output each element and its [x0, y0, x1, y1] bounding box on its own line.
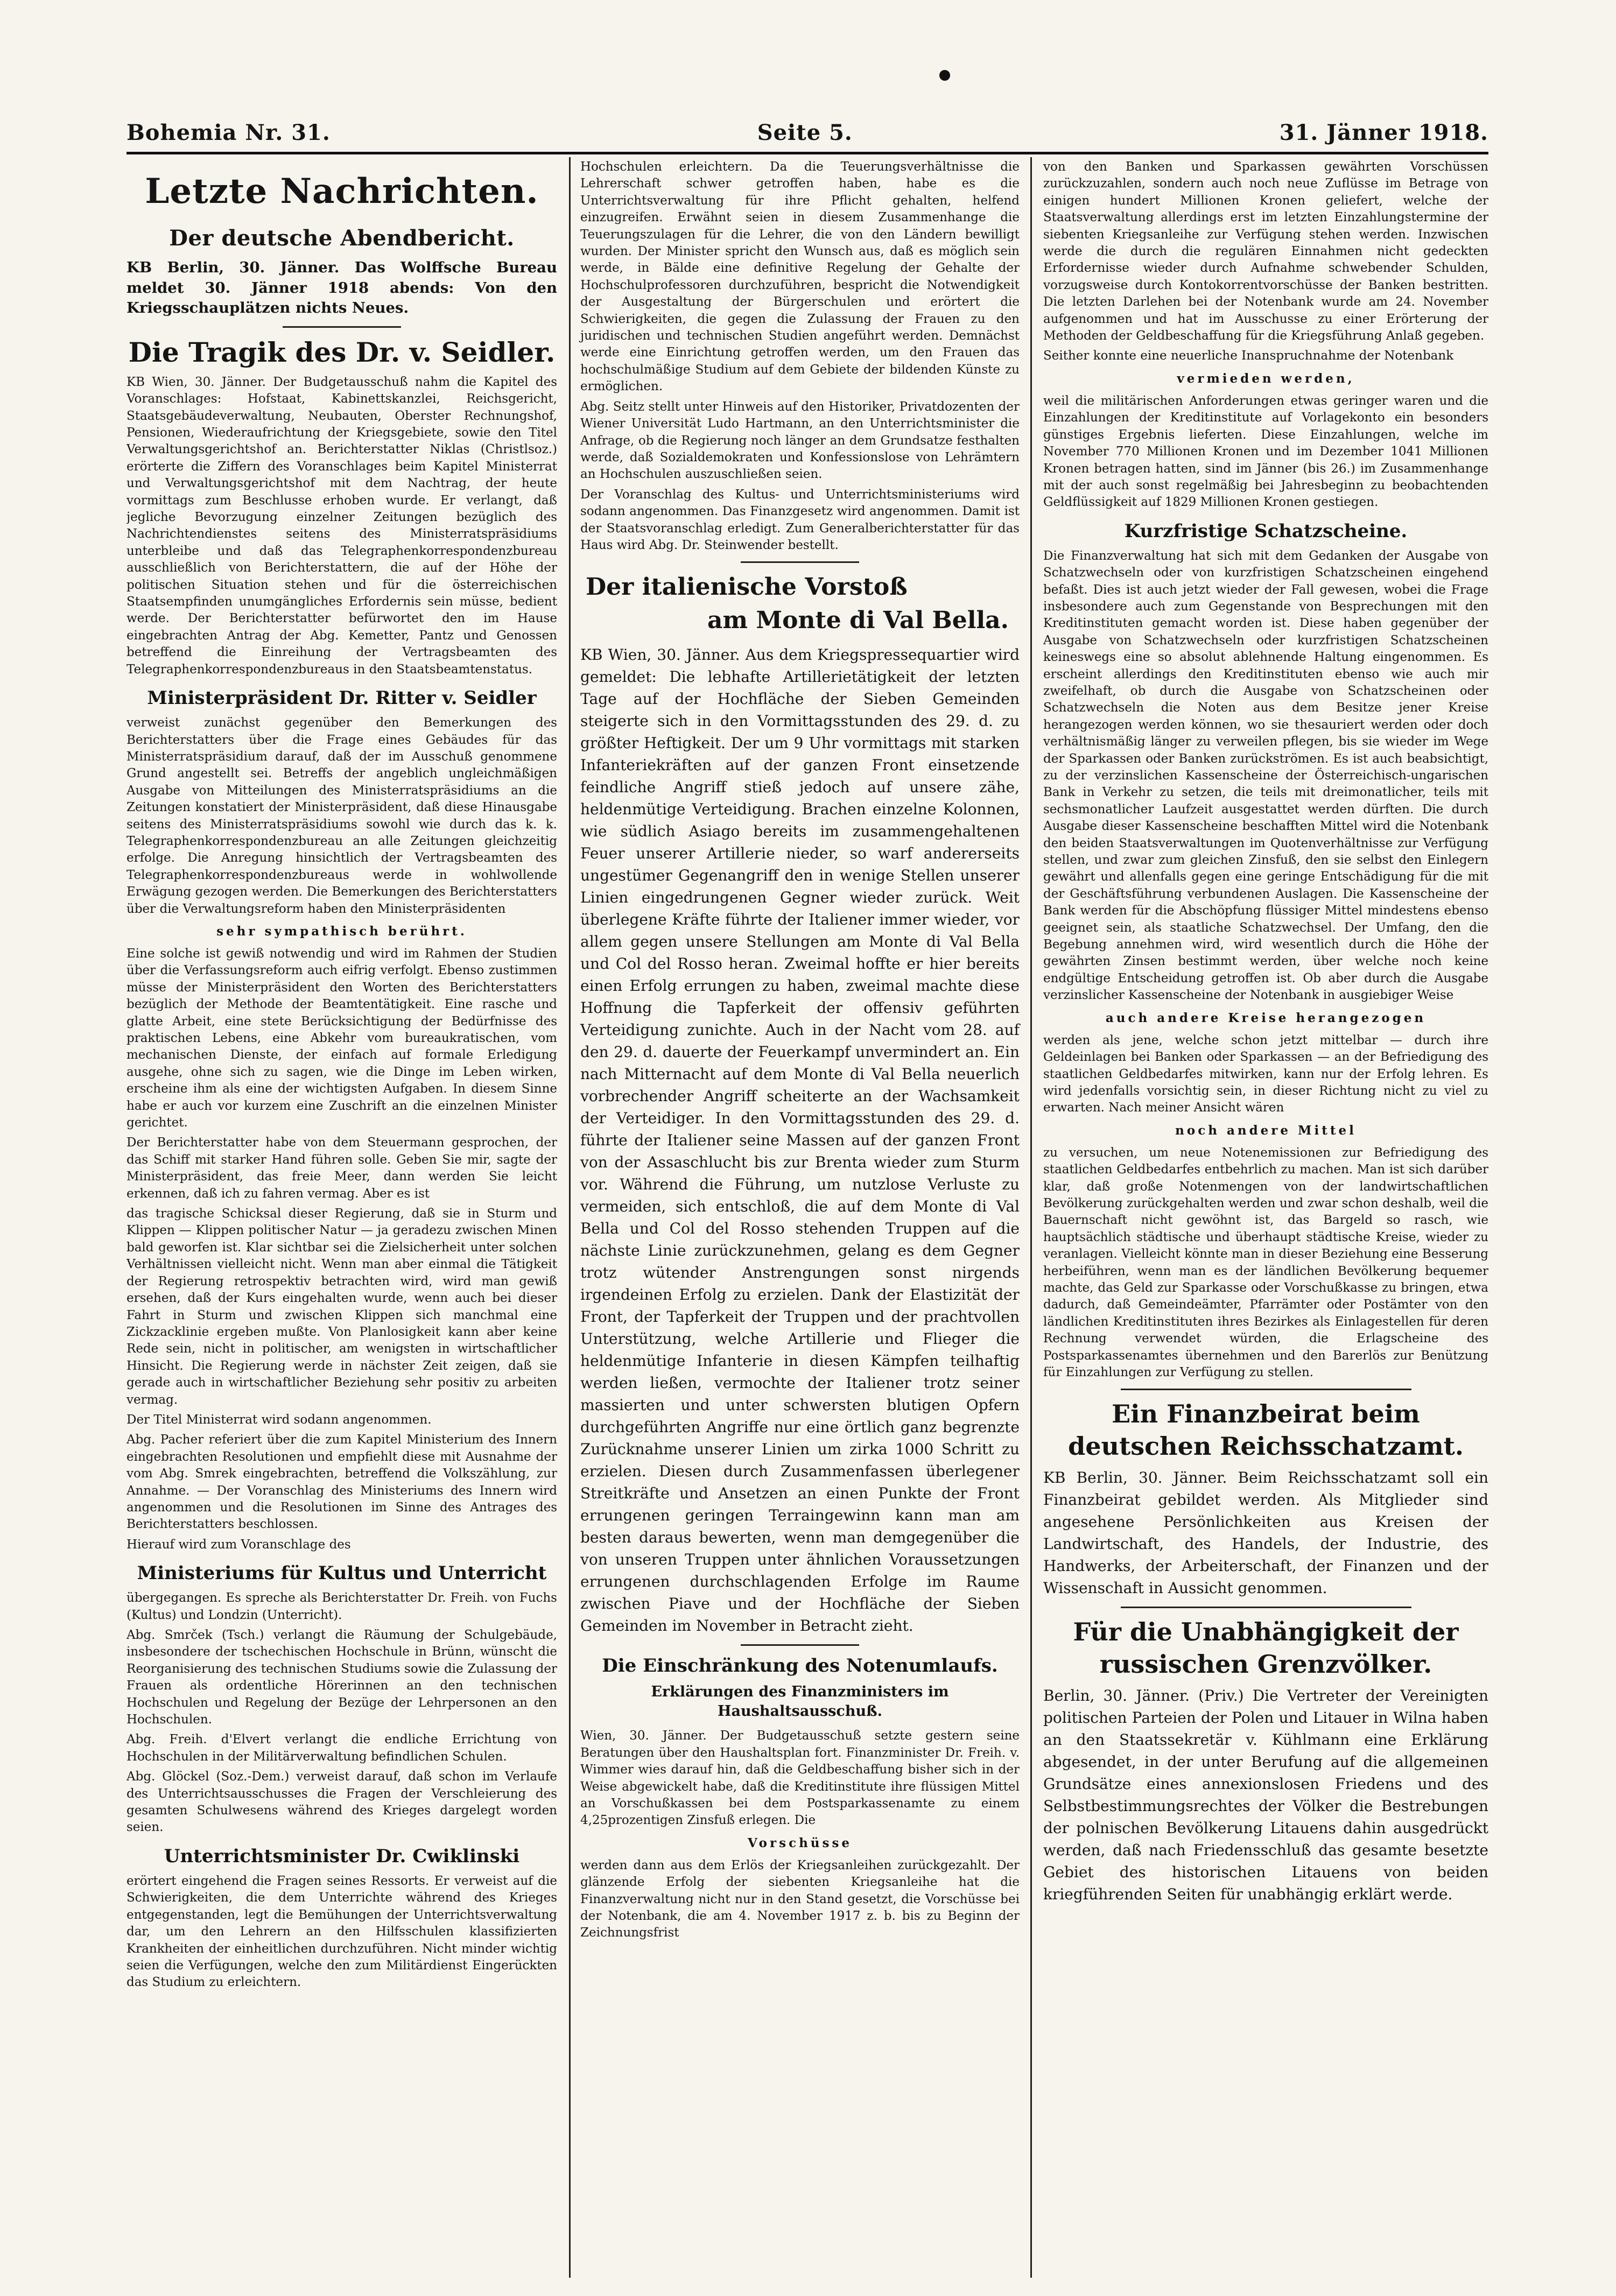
title-line-2: am Monte di Val Bella. [707, 607, 1009, 635]
article-subtitle: Erklärungen des Finanzministers im Haushaltsausschuß. [651, 1684, 949, 1720]
paragraph: Der Berichterstatter habe von dem Steuermann gesprochen, der das Schiff mit starker Hand führen solle. Geben Sie mir, sagte der Ministerpräsident, das freie Meer, dann werden Sie leicht erkennen, daß ich zu fahren vermag. Aber es ist [127, 1136, 557, 1201]
paragraph: Abg. Glöckel (Soz.-Dem.) verweist darauf, daß schon im Verlaufe des Unterrichtsausschusses die Fragen der Verschleierung des gesamten Schulwesens während des Krieges dargelegt worden seien. [127, 1770, 557, 1835]
subheading: Kurzfristige Schatzscheine. [1124, 520, 1408, 542]
article-cwiklinski [127, 1844, 557, 1991]
article-title: Die Einschränkung des Notenumlaufs. [602, 1655, 998, 1677]
column-3 [1038, 159, 1488, 2274]
paragraph: erörtert eingehend die Fragen seines Ressorts. Er verweist auf die Schwierigkeiten, die dem Unterrichte während des Krieges entgegenstanden, legt die Bemühungen der Unterrichtsverwaltung dar, um den Lehrern an den Hilfsschulen klassifizierten Krankheiten der einheitlichen durchzuführen. Nicht minder wichtig seien die Verfügungen, welche den zum Militärdienst Eingerückten das Studium zu erleichtern. [127, 1874, 557, 1990]
paragraph: das tragische Schicksal dieser Regierung, daß sie in Sturm und Klippen — Klippen politischer Natur — ja geradezu zwischen Minen bald geworfen ist. Klar sichtbar sei die Zielsicherheit unter solchen Verhältnissen vielleicht nicht. Wenn man aber einmal die Tätigkeit der Regierung retrospektiv betrachten wird, wird man gewiß ersehen, daß der Kurs eingehalten wurde, wenn auch bei dieser Fahrt in Sturm und zwischen Klippen sich manchmal eine Zickzacklinie ergeben mußte. Von Planlosigkeit kann aber keine Rede sein, nicht in politischer, am wenigsten in wirtschaftlicher Hinsicht. Die Regierung werde in nächster Zeit zeigen, daß sie gerade auch in wirtschaftlicher Beziehung sehr positiv zu arbeiten vermag. [127, 1207, 557, 1407]
section-title: Letzte Nachrichten. [145, 171, 539, 212]
separator [741, 561, 859, 563]
article-title [580, 571, 1020, 637]
article-text: KB Wien, 30. Jänner. Aus dem Kriegspressequartier wird gemeldet: Die lebhafte Artillerietätigkeit der letzten Tage auf der Hochfläche der Sieben Gemeinden steigerte sich in den Vormittagsstunden des 29. d. zu größter Heftigkeit. Der um 9 Uhr vormittags mit starken Infanteriekräften auf der ganzen Front einsetzende feindliche Angriff stieß jedoch auf unsere zähe, heldenmütige Verteidigung. Brachen einzelne Kolonnen, wie südlich Asiago bereits im zusammengehaltenen Feuer unserer Artillerie nieder, so warf andererseits ungestümer Gegenangriff den in wenige Stellen unserer Linien eingedrungenen Gegner wieder zurück. Weit überlegene Kräfte führte der Italiener immer wieder, vor allem gegen unsere Stellungen am Monte di Val Bella und Col del Rosso heran. Zweimal hoffte er hier bereits einen Erfolg errungen zu haben, zweimal machte diese Hoffnung die Tapferkeit der offensiv geführten Verteidigung zunichte. Auch in der Nacht vom 28. auf den 29. d. dauerte der Feuerkampf unvermindert an. Ein nach Mitternacht auf dem Monte di Val Bella neuerlich vorbrechender Angriff scheiterte an der Wachsamkeit der Verteidiger. In den Vormittagsstunden des 29. d. führte der Italiener seine Massen auf der ganzen Front von der Assaschlucht bis zur Brenta wieder zum Sturm vor. Während die Führung, um nutzlose Verluste zu vermeiden, sich entschloß, die auf dem Monte di Val Bella und Col del Rosso stehenden Truppen auf die nächste Linie zurückzunehmen, gelang es dem Gegner trotz wütender Anstrengungen sonst nirgends irgendeinen Erfolg zu erzielen. Dank der Elastizität der Front, der Tapferkeit der Truppen und der prachtvollen Unterstützung, welche Artillerie und Flieger die heldenmütige Infanterie in diesen Kämpfen teilhaftig werden ließen, vermochte der Italiener trotz seiner massierten und unter schwersten blutigen Opfern durchgeführten Angriffe nur eine örtlich ganz begrenzte Zurücknahme unserer Linien um zirka 1000 Schritt zu erzielen. Diesen durch Zusammenfassen überlegener Streitkräfte und Ansetzen an einen Punkte der Front errungenen geringen Terraingewinn kann man am besten daraus bewerten, wenn man demgegenüber die von unseren Truppen unter ähnlichen Voraussetzungen errungenen durchschlagenden Erfolge im Raume zwischen Piave und der Hochfläche der Sieben Gemeinden im November in Betracht zieht. [580, 646, 1020, 1635]
article-kultus-unterricht [127, 1561, 557, 1836]
article-ministerpraesident [127, 686, 557, 1553]
header-page-number: Seite 5. [757, 120, 853, 145]
paragraph: Abg. Smrček (Tsch.) verlangt die Räumung der Schulgebäude, insbesondere der tschechischen Hochschule in Brünn, wünscht die Reorganisierung des technischen Studiums sowie die Zulassung der Frauen als ordentliche Hörerinnen an den technischen Hochschulen und Regelung der Bezüge der Lehrpersonen an den Hochschulen. [127, 1628, 557, 1727]
paragraph: Abg. Seitz stellt unter Hinweis auf den Historiker, Privatdozenten der Wiener Universität Ludo Hartmann, an den Unterrichtsminister die Anfrage, ob die Regierung noch länger an dem Grundsatze festhalten werde, daß Sozialdemokraten und Konfessionslose von Lehrämtern an Hochschulen auszuschließen seien. [580, 399, 1020, 482]
ink-dot [939, 70, 950, 81]
subheading: Ministeriums für Kultus und Unterricht [137, 1562, 547, 1584]
spaced-emphasis: auch andere Kreise herangezogen [1105, 1010, 1427, 1025]
article-title: Die Tragik des Dr. v. Seidler. [128, 336, 556, 368]
paragraph: von den Banken und Sparkassen gewährten Vorschüssen zurückzuzahlen, sondern auch noch neue Zuflüsse im Betrage von einigen hundert Millionen Kronen geliefert, welche der Staatsverwaltung allerdings erst im letzten Einzahlungstermine der siebenten Kriegsanleihe zur Verfügung stehen werden. Inzwischen werde die durch die regulären Einnahmen nicht gedeckten Erfordernisse wieder durch Aufnahme schwebender Schulden, vorzugsweise durch Kontokorrentvorschüsse der Banken bestritten. Die letzten Darlehen bei der Notenbank wurde am 24. November aufgenommen und hat im Ausschusse zu einer Erörterung der Methoden der Geldbeschaffung für die Kriegsführung Anlaß gegeben. [1043, 160, 1488, 343]
article-tragik-seidler [127, 335, 557, 678]
paragraph: Abg. Freih. d'Elvert verlangt die endliche Errichtung von Hochschulen in der Militärverwaltung befindlichen Schulen. [127, 1732, 557, 1764]
article-italienischer-vorstoss [580, 571, 1020, 1637]
paragraph: Seither konnte eine neuerliche Inanspruchnahme der Notenbank [1043, 349, 1454, 363]
separator [283, 326, 401, 328]
paragraph: Die Finanzverwaltung hat sich mit dem Gedanken der Ausgabe von Schatzwechseln oder von kurzfristigen Schatzscheinen eingehend befaßt. Dies ist auch jetzt wieder der Fall gewesen, wobei die Frage insbesondere auch zum Gegenstande von Besprechungen mit den Kreditinstituten gemacht worden ist. Diese haben gegenüber der Ausgabe von Schatzwechseln oder kurzfristigen Schatzscheinen keineswegs eine so absolut ablehnende Haltung eingenommen. Es erscheint allerdings den Kreditinstituten ebenso wie auch mir zweifelhaft, ob durch die Ausgabe von Schatzscheinen oder Schatzwechseln die Noten aus dem Besitze jener Kreise herangezogen werden können, wo sie thesauriert werden oder doch verhältnismäßig länger zu verweilen pflegen, bis sie wieder im Wege der Sparkassen oder Banken zurückströmen. Es ist auch beabsichtigt, zu der verzinslichen Kassenscheine der Österreichisch-ungarischen Bank in Verkehr zu setzen, die teils mit dreimonatlicher, teils mit sechsmonatlicher Laufzeit ausgestattet werden dürften. Die durch Ausgabe dieser Kassenscheine beschafften Mittel wird die Notenbank den beiden Staatsverwaltungen im Quotenverhältnisse zur Verfügung stellen, und zwar zum gleichen Zinsfuß, den sie selbst den Einlegern gewährt und allenfalls gegen eine geringe Entschädigung für die mit der Geschäftsführung verbundenen Auslagen. Die Kassenscheine der Bank werden für die Abschöpfung flüssiger Mittel mindestens ebenso geeignet sein, als staatliche Schatzwechsel. Der Umfang, den die Begebung annehmen wird, wird wesentlich durch die Höhe der gewährten Zinsen bestimmt werden, über welche noch keine endgültige Entscheidung getroffen ist. Ob aber durch die Ausgabe verzinslicher Kassenscheine der Notenbank in ausgiebiger Weise [1043, 548, 1488, 1003]
spaced-emphasis: vermieden werden, [1177, 371, 1355, 386]
separator [1121, 1607, 1411, 1608]
article-grenzvoelker [1043, 1616, 1488, 1905]
paragraph: Hochschulen erleichtern. Da die Teuerungsverhältnisse die Lehrerschaft schwer getroffen haben, habe es die Unterrichtsverwaltung für ihre Pflicht gehalten, helfend einzugreifen. Erwähnt seien in diesem Zusammenhange die Teuerungszulagen für die Lehrer, die von den Ländern bewilligt wurden. Der Minister spricht den Wunsch aus, daß es möglich sein werde, in Bälde eine definitive Regelung der Gehalte der Hochschulprofessoren durchzuführen, bespricht die Notwendigkeit der Ausgestaltung der Bürgerschulen und erörtert die Schwierigkeiten, die gegen die Zulassung der Frauen zu den juridischen und technischen Studien angeführt werden. Demnächst werde eine Einrichtung getroffen werden, um den Frauen das hochschulmäßige Studium auf dem Gebiete der bildenden Künste zu ermöglichen. [580, 160, 1020, 394]
article-text: KB Berlin, 30. Jänner. Beim Reichsschatzamt soll ein Finanzbeirat gebildet werden. Als Mitglieder sind angesehene Persönlichkeiten aus Kreisen der Landwirtschaft, des Handels, der Industrie, des Handwerks, der Arbeiterschaft, der Finanzen und der Wissenschaft in Aussicht genommen. [1043, 1469, 1488, 1597]
title-line-1: Der italienische Vorstoß [586, 573, 908, 601]
article-title: Ein Finanzbeirat beim deutschen Reichsschatzamt. [1068, 1399, 1464, 1461]
paragraph: werden dann aus dem Erlös der Kriegsanleihen zurückgezahlt. Der glänzende Erfolg der siebenten Kriegsanleihe hat die Finanzverwaltung nicht nur in den Stand gesetzt, die Vorschüsse bei der Notenbank, die am 4. November 1917 z. b. bis zu Beginn der Zeichnungsfrist [580, 1858, 1020, 1940]
article-finanzbeirat [1043, 1398, 1488, 1599]
spaced-emphasis: Vorschüsse [747, 1835, 853, 1850]
article-continued [1043, 159, 1488, 511]
paragraph: Der Voranschlag des Kultus- und Unterrichtsministeriums wird sodann angenommen. Das Finanzgesetz wird angenommen. Damit ist der Staatsvoranschlag erledigt. Zum Generalberichterstatter für das Haus wird Abg. Dr. Steinwender bestellt. [580, 487, 1020, 552]
paragraph: KB Wien, 30. Jänner. Der Budgetausschuß nahm die Kapitel des Voranschlages: Hofstaat, Kabinettskanzlei, Reichsgericht, Staatsgebäudeverwaltung, Neubauten, Oberster Rechnungshof, Pensionen, Wiederaufrichtung der Kriegsgebiete, sowie den Titel Verwaltungsgerichtshof an. Berichterstatter Niklas (Christlsoz.) erörterte die Ziffern des Voranschlages beim Kapitel Ministerrat und Verwaltungsgerichtshof mit dem Nachtrag, der heute vormittags zum Beschlusse erhoben wurde. Er verlangt, daß jegliche Bevorzugung einzelner Zeitungen bezüglich des Nachrichtendienstes seitens des Ministerratspräsidiums unterbleibe und daß das Telegraphenkorrespondenzbureau ausschließlich von Berichterstattern, die auf der Höhe der politischen Situation stehen und für die österreichischen Staatsempfinden unumgängliches Erfordernis sein müsse, bedient werde. Der Berichterstatter befürwortet den im Hause eingebrachten Antrag der Abg. Kemetter, Pantz und Genossen betreffend die Einreihung der Vertragsbeamten des Telegraphenkorrespondenzbureaus in den Staatsbeamtenstatus. [127, 375, 557, 677]
paragraph: übergegangen. Es spreche als Berichterstatter Dr. Freih. von Fuchs (Kultus) und Londzin (Unterricht). [127, 1591, 557, 1622]
paragraph: weil die militärischen Anforderungen etwas geringer waren und die Einzahlungen der Kreditinstitute auf Vorlagekonto ein besonders günstiges Ergebnis lieferten. Diese Einzahlungen, welche im November 770 Millionen Kronen und im Dezember 1041 Millionen Kronen betragen hatten, sind im Jänner (bis 26.) im Zusammenhange mit der auch sonst regelmäßig bei Jahresbeginn zu beobachtenden Geldflüssigkeit auf 1829 Millionen Kronen gestiegen. [1043, 393, 1488, 510]
paragraph: Abg. Pacher referiert über die zum Kapitel Ministerium des Innern eingebrachten Resolutionen und empfiehlt diese mit Ausnahme der vom Abg. Smrek eingebrachten, betreffend die Volkszählung, zur Annahme. — Der Voranschlag des Ministeriums des Innern wird angenommen und die Resolutionen im Sinne des Antrages des Berichterstatters beschlossen. [127, 1433, 557, 1532]
subheading: Unterrichtsminister Dr. Cwiklinski [164, 1845, 520, 1867]
subheading: Ministerpräsident Dr. Ritter v. Seidler [147, 687, 537, 709]
header-rule [127, 152, 1488, 154]
separator [741, 1644, 859, 1646]
header-publication: Bohemia Nr. 31. [127, 120, 331, 145]
spaced-emphasis: sehr sympathisch berührt. [216, 924, 467, 939]
paragraph: Der Titel Ministerrat wird sodann angenommen. [127, 1412, 432, 1427]
paragraph: verweist zunächst gegenüber den Bemerkungen des Berichterstatters über die Frage eines Gebäudes für das Ministerratspräsidium darauf, daß der im Ausschuß genommene Grund angestellt sei. Betreffs der angeblich ungleichmäßigen Ausgabe von Mitteilungen des Ministerratspräsidiums an die Zeitungen konstatiert der Ministerpräsident, daß diese Hinausgabe seitens des Ministerratspräsidiums sowohl wie durch das k. k. Telegraphenkorrespondenzbureau an alle Zeitungen gleichzeitig erfolge. Die Anregung hinsichtlich der Vertragsbeamten des Telegraphenkorrespondenzbureaus werde in wohlwollende Erwägung gezogen werden. Die Bemerkungen des Berichterstatters über die Verwaltungsreform haben den Ministerpräsidenten [127, 716, 557, 916]
paragraph: Wien, 30. Jänner. Der Budgetausschuß setzte gestern seine Beratungen über den Haushaltsplan fort. Finanzminister Dr. Freih. v. Wimmer wies darauf hin, daß die Geldbeschaffung bisher sich in der Weise abgewickelt habe, daß die Kreditinstitute ihre flüssigen Mittel an Vorschußkassen bei dem Postsparkassenamte zu einem 4,25prozentigen Zinsfuß erlegen. Die [580, 1729, 1020, 1828]
column-rule-2 [1030, 157, 1032, 2278]
article-notenumlauf [580, 1653, 1020, 1941]
column-rule-1 [569, 157, 571, 2278]
header-date: 31. Jänner 1918. [1279, 120, 1488, 145]
paragraph: Eine solche ist gewiß notwendig und wird im Rahmen der Studien über die Verfassungsreform auch eifrig verfolgt. Ebenso zustimmen müsse der Ministerpräsident den Worten des Berichterstatters bezüglich der Methode der Beamtentätigkeit. Eine rasche und glatte Arbeit, eine stete Berücksichtigung der Bedürfnisse des praktischen Lebens, eine Abkehr vom bureaukratischen, vom mechanischen Dienste, der einfach auf formale Erledigung ausgehe, ohne sich zu sagen, wie die Dinge im Leben wirken, erscheine ihm als eine der wichtigsten Aufgaben. In diesem Sinne habe er auch vor kurzem eine Zuschrift an die einzelnen Minister gerichtet. [127, 946, 557, 1130]
column-2 [576, 159, 1024, 2274]
separator [1121, 1389, 1411, 1390]
column-1 [127, 159, 563, 2274]
paragraph: zu versuchen, um neue Notenemissionen zur Befriedigung des staatlichen Geldbedarfes entbehrlich zu machen. Man ist sich darüber klar, daß große Notenmengen von der landwirtschaftlichen Bevölkerung zurückgehalten werden und zwar schon deshalb, weil die Bauernschaft nicht gewöhnt ist, das Bargeld so rasch, wie hauptsächlich städtische und überhaupt städtische Kreise, wieder zu veranlagen. Vielleicht könnte man in dieser Beziehung eine Besserung herbeiführen, wenn man es der ländlichen Bevölkerung bequemer machte, das Geld zur Sparkasse oder Vorschußkasse zu bringen, etwa dadurch, daß Gemeindeämter, Pfarrämter oder Postämter von den ländlichen Kreditinstituten ihres Bezirkes als Einlagestellen für deren Rechnung verwendet würden, die Erlagscheine des Postsparkassenamtes übernehmen und den Barerlös zur Benützung für Einzahlungen zur Verfügung zu stellen. [1043, 1145, 1488, 1379]
article-text: KB Berlin, 30. Jänner. Das Wolffsche Bureau meldet 30. Jänner 1918 abends: Von den Kriegsschauplätzen nichts Neues. [127, 259, 557, 317]
page-header [127, 108, 1488, 145]
article-text: Berlin, 30. Jänner. (Priv.) Die Vertreter der Vereinigten politischen Parteien der Polen und Litauer in Wilna haben an den Staatssekretär v. Kühlmann eine Erklärung abgesendet, in der unter Berufung auf die allgemeinen Grundsätze eines annexionslosen Friedens und des Selbstbestimmungsrechtes der Völker die Bestrebungen der polnischen Bevölkerung Litauens dahin ausgedrückt werden, daß nach Friedensschluß das gesamte besetzte Gebiet des historischen Litauens von beiden kriegführenden Seiten für unabhängig erklärt werde. [1043, 1687, 1488, 1904]
article-title: Für die Unabhängigkeit der russischen Grenzvölker. [1073, 1617, 1459, 1679]
article-abendbericht [127, 224, 557, 319]
article-continued [580, 159, 1020, 554]
article-schatzscheine [1043, 519, 1488, 1382]
paragraph: werden als jene, welche schon jetzt mittelbar — durch ihre Geldeinlagen bei Banken oder Sparkassen — an der Befriedigung des staatlichen Geldbedarfes mitwirken, kann nur der Erfolg lehren. Es wird jedenfalls vorsichtig sein, in dieser Richtung nicht zu viel zu erwarten. Nach meiner Ansicht wären [1043, 1033, 1488, 1115]
paragraph: Hierauf wird zum Voranschlage des [127, 1537, 351, 1552]
article-title: Der deutsche Abendbericht. [169, 226, 515, 251]
spaced-emphasis: noch andere Mittel [1175, 1123, 1357, 1138]
